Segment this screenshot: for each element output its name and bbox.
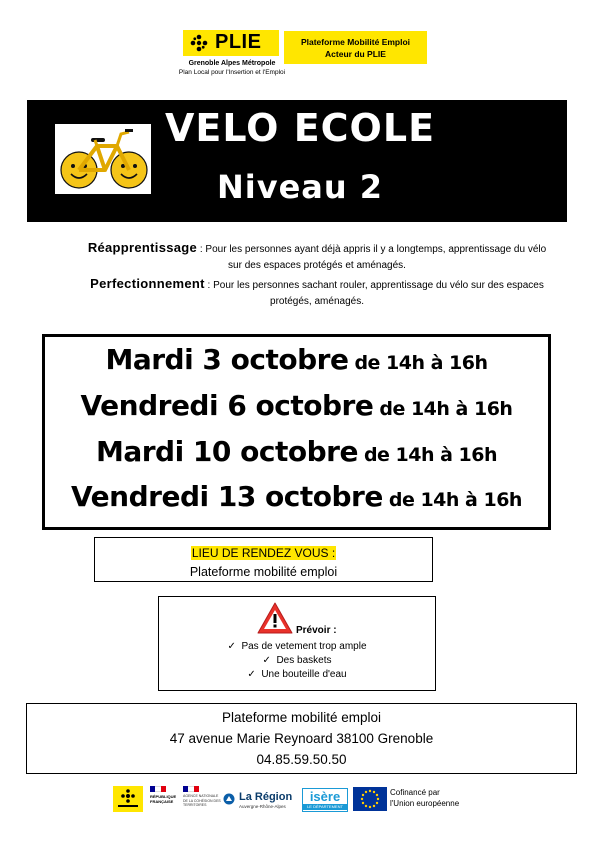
address-street: 47 avenue Marie Reynoard 38100 Grenoble xyxy=(169,731,434,746)
eu-flag xyxy=(353,787,387,811)
plie-logo-text: PLIE xyxy=(215,31,262,53)
region-logo-subtext: Auvergne-Rhône-Alpes xyxy=(239,804,286,809)
date-day: Mardi 10 octobre xyxy=(95,435,358,468)
bring-list-item xyxy=(159,641,435,652)
description-improvement xyxy=(62,276,572,310)
metropole-logo xyxy=(113,786,143,812)
plie-star-icon xyxy=(186,30,212,56)
date-day: Vendredi 6 octobre xyxy=(80,389,374,422)
check-icon: ✓ xyxy=(262,655,271,666)
page-title: VELO ECOLE xyxy=(164,106,436,150)
date-time: de 14h à 16h xyxy=(354,352,488,374)
date-line xyxy=(45,435,548,468)
bring-list-item-text: Des baskets xyxy=(276,655,332,666)
bring-list-item xyxy=(159,655,435,666)
region-mark-icon xyxy=(223,793,235,805)
french-flag-icon xyxy=(183,786,199,792)
date-time: de 14h à 16h xyxy=(379,398,513,420)
date-line xyxy=(45,389,548,422)
date-time: de 14h à 16h xyxy=(388,489,522,511)
address-box xyxy=(26,703,577,774)
anct-logo xyxy=(183,786,223,812)
date-line xyxy=(45,480,548,513)
plie-subtitle: Grenoble Alpes Métropole xyxy=(188,60,276,67)
date-time: de 14h à 16h xyxy=(363,444,498,466)
isere-logo-text: isère xyxy=(309,789,341,804)
description-term: Réapprentissage xyxy=(87,240,198,255)
eu-cofinance-text xyxy=(390,787,459,809)
date-line xyxy=(45,343,548,376)
page-subtitle-level: Niveau 2 xyxy=(216,168,384,206)
bring-list-box xyxy=(158,596,436,691)
address-name: Plateforme mobilité emploi xyxy=(221,710,382,725)
bring-list-item xyxy=(159,669,435,680)
meeting-point-place: Plateforme mobilité emploi xyxy=(189,565,338,579)
bicycle-icon xyxy=(55,124,151,194)
address-phone: 04.85.59.50.50 xyxy=(256,752,347,767)
date-day: Vendredi 13 octobre xyxy=(71,480,383,513)
description-relearning xyxy=(62,240,572,274)
check-icon: ✓ xyxy=(247,669,256,680)
anct-text: AGENCE NATIONALE DE LA COHÉSION DES TERRITOIRES xyxy=(183,794,221,807)
description-term: Perfectionnement xyxy=(90,276,205,291)
republique-francaise-logo xyxy=(150,786,178,812)
isere-logo-subtext: LE DÉPARTEMENT xyxy=(303,804,347,810)
dates-box xyxy=(42,334,551,530)
description-text: : Pour les personnes sachant rouler, apprentissage du vélo sur des espaces xyxy=(204,280,544,291)
description-text-continued: sur des espaces protégés et aménagés. xyxy=(228,260,406,271)
pme-badge xyxy=(284,31,427,64)
french-flag-icon xyxy=(150,786,166,792)
bring-list-item-text: Pas de vetement trop ample xyxy=(241,641,367,652)
eu-text-line1: Cofinancé par xyxy=(390,788,440,797)
region-logo xyxy=(223,791,301,815)
region-logo-text: La Région xyxy=(239,791,293,803)
meeting-point-label-row xyxy=(95,544,432,562)
eu-stars-icon xyxy=(353,787,387,811)
bring-list-title: Prévoir : xyxy=(296,625,337,636)
eu-text-line2: l'Union européenne xyxy=(390,799,460,808)
pme-badge-line1: Plateforme Mobilité Emploi xyxy=(300,36,411,47)
bike-image-frame xyxy=(55,124,151,194)
republique-francaise-text: RÉPUBLIQUE FRANÇAISE xyxy=(150,794,177,804)
plie-star-icon xyxy=(113,786,143,812)
date-day: Mardi 3 octobre xyxy=(105,343,349,376)
check-icon: ✓ xyxy=(227,641,236,652)
meeting-point-label: LIEU DE RENDEZ VOUS : xyxy=(191,546,336,560)
pme-badge-line2: Acteur du PLIE xyxy=(325,48,386,59)
plie-tagline: Plan Local pour l'Insertion et l'Emploi xyxy=(178,69,286,76)
meeting-point-box xyxy=(94,537,433,582)
bring-list-item-text: Une bouteille d'eau xyxy=(261,669,347,680)
description-text: : Pour les personnes ayant déjà appris il y a longtemps, apprentissage du vélo xyxy=(197,244,547,255)
isere-logo xyxy=(302,788,348,812)
warning-icon xyxy=(256,601,294,635)
description-text-continued: protégés, aménagés. xyxy=(270,296,364,307)
